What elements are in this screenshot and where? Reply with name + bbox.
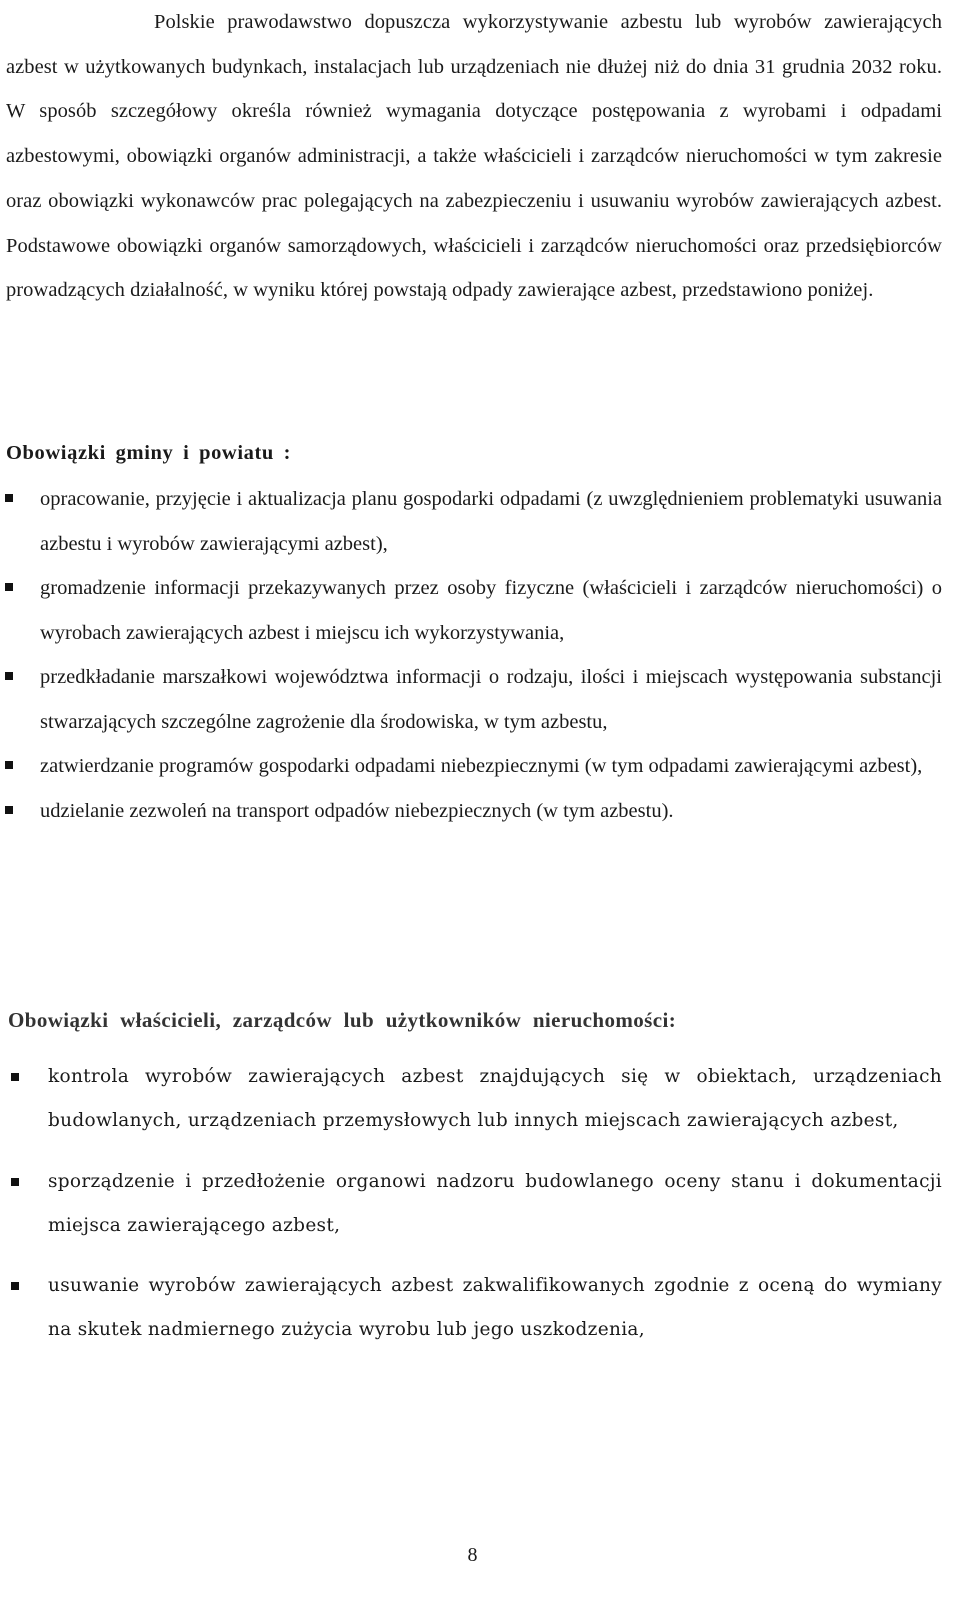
list-item-text: zatwierdzanie programów gospodarki odpadami niebezpiecznymi (w tym odpadami zawierającymi azbest),: [40, 755, 923, 777]
municipality-duties-list: [0, 477, 942, 833]
list-item-text: opracowanie, przyjęcie i aktualizacja planu gospodarki odpadami (z uwzględnieniem problematyki usuwania azbestu i wyrobów zawierającymi azbest),: [40, 488, 942, 555]
owner-duties-list: [0, 1055, 942, 1369]
list-item: [0, 1160, 942, 1249]
list-item-text: udzielanie zezwoleń na transport odpadów niebezpiecznych (w tym azbestu).: [40, 799, 674, 822]
square-bullet-icon: [5, 806, 13, 814]
list-item-text: gromadzenie informacji przekazywanych przez osoby fizyczne (właścicieli i zarządców nieruchomości) o wyrobach zawierających azbest i miejscu ich wykorzystywania,: [40, 577, 942, 644]
intro-paragraph: Polskie prawodawstwo dopuszcza wykorzystywanie azbestu lub wyrobów zawierających azbest w użytkowanych budynkach, instalacjach lub urządzeniach nie dłużej niż do dnia 31 grudnia 2032 roku. W sposób szczegółowy określa również wymagania dotyczące postępowania z wyrobami i odpadami azbestowymi, obowiązki organów administracji, a także właścicieli i zarządców nieruchomości w tym zakresie oraz obowiązki wykonawców prac polegających na zabezpieczeniu i usuwaniu wyrobów zawierających azbest. Podstawowe obowiązki organów samorządowych, właścicieli i zarządców nieruchomości oraz przedsiębiorców prowadzących działalność, w wyniku której powstają odpady zawierające azbest, przedstawiono poniżej.: [6, 11, 942, 302]
list-item-text: usuwanie wyrobów zawierających azbest zakwalifikowanych zgodnie z oceną do wymiany na skutek nadmiernego zużycia wyrobu lub jego uszkodzenia,: [48, 1275, 942, 1341]
list-item: [0, 789, 942, 834]
list-item: [0, 744, 942, 789]
square-bullet-icon: [5, 583, 13, 591]
list-item-text: kontrola wyrobów zawierających azbest znajdujących się w obiektach, urządzeniach budowlanych, urządzeniach przemysłowych lub innych miejscach zawierających azbest,: [48, 1066, 942, 1132]
square-bullet-icon: [11, 1282, 19, 1290]
list-item: [0, 1055, 942, 1144]
square-bullet-icon: [11, 1178, 19, 1186]
list-item: [0, 1264, 942, 1353]
list-item-text: przedkładanie marszałkowi województwa informacji o rodzaju, ilości i miejscach występowania substancji stwarzających szczególne zagrożenie dla środowiska, w tym azbestu,: [40, 666, 942, 733]
page-number: 8: [467, 1544, 478, 1566]
section-heading-municipality: Obowiązki gminy i powiatu :: [6, 442, 292, 464]
list-item: [0, 477, 942, 566]
square-bullet-icon: [11, 1073, 19, 1081]
list-item: [0, 566, 942, 655]
section-heading-owners: Obowiązki właścicieli, zarządców lub użytkowników nieruchomości:: [8, 1008, 677, 1032]
square-bullet-icon: [5, 761, 13, 769]
square-bullet-icon: [5, 494, 13, 502]
list-item-text: sporządzenie i przedłożenie organowi nadzoru budowlanego oceny stanu i dokumentacji miejsca zawierającego azbest,: [48, 1170, 942, 1236]
list-item: [0, 655, 942, 744]
square-bullet-icon: [5, 672, 13, 680]
